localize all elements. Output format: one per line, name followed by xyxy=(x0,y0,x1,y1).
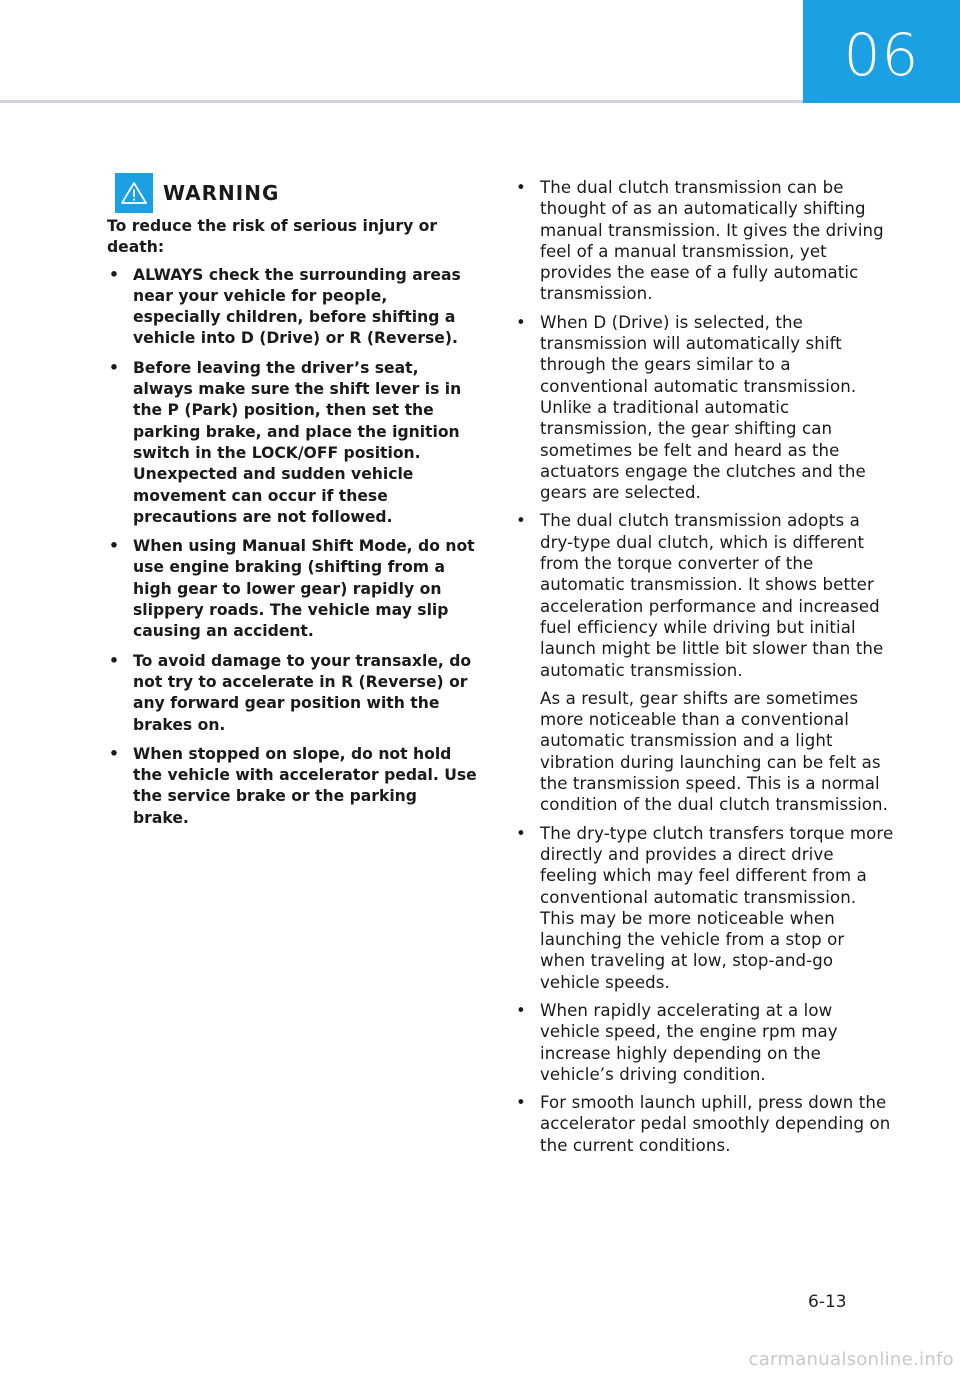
warning-intro: To reduce the risk of serious injury or death: xyxy=(107,217,438,257)
warning-box xyxy=(107,170,477,837)
warning-title: WARNING xyxy=(163,181,280,205)
note-text: The dry-type clutch transfers torque more directly and provides a direct drive feeling which may feel different from a conventional automatic transmission. This may be more noticeable when launching the vehicle from a stop or when traveling at low, stop-and-go vehicle speeds. xyxy=(540,823,894,992)
note-followup: As a result, gear shifts are sometimes more noticeable than a conventional automatic transmission and a light vibration during launching can be felt as the transmission speed. This is a normal condition of the dual clutch transmission. xyxy=(540,688,889,815)
chapter-number: 06 xyxy=(843,20,920,89)
warning-triangle-icon xyxy=(115,173,153,213)
warning-item: • Before leaving the driver’s seat, always make sure the shift lever is in the P (Park) position, then set the parking brake, and place the ignition switch in the LOCK/OFF position. Unexpected and sudden vehicle movement can occur if these precautions are not followed. xyxy=(107,358,477,528)
warning-item: • When using Manual Shift Mode, do not use engine braking (shifting from a high gear to lower gear) rapidly on slippery roads. The vehicle may slip causing an accident. xyxy=(107,536,477,642)
warning-header xyxy=(115,170,477,216)
note-item xyxy=(514,1092,894,1156)
chapter-tab xyxy=(803,0,960,103)
note-item xyxy=(514,312,894,504)
note-item xyxy=(514,510,894,815)
warning-item: • To avoid damage to your transaxle, do not try to accelerate in R (Reverse) or any forward gear position with the brakes on. xyxy=(107,651,477,736)
note-text: The dual clutch transmission adopts a dry-type dual clutch, which is different from the torque converter of the automatic transmission. It shows better acceleration performance and increased fuel efficiency while driving but initial launch might be little bit slower than the automatic transmission. xyxy=(540,511,884,680)
note-item xyxy=(514,823,894,993)
note-text: When rapidly accelerating at a low vehicle speed, the engine rpm may increase highly depending on the vehicle’s driving condition. xyxy=(540,1000,838,1084)
note-item xyxy=(514,177,894,305)
note-text: The dual clutch transmission can be thought of as an automatically shifting manual transmission. It gives the driving feel of a manual transmission, yet provides the ease of a fully automatic transmission. xyxy=(540,178,884,304)
watermark[interactable]: carmanualsonline.info xyxy=(748,1349,954,1370)
header-rule xyxy=(0,100,803,103)
note-text: For smooth launch uphill, press down the accelerator pedal smoothly depending on the current conditions. xyxy=(540,1093,891,1155)
warning-item: • When stopped on slope, do not hold the vehicle with accelerator pedal. Use the service brake or the parking brake. xyxy=(107,744,477,829)
warning-item: • ALWAYS check the surrounding areas near your vehicle for people, especially children, before shifting a vehicle into D (Drive) or R (Reverse). xyxy=(107,265,477,350)
note-text: When D (Drive) is selected, the transmission will automatically shift through the gears similar to a conventional automatic transmission. Unlike a traditional automatic transmission, the gear shifting can sometimes be felt and heard as the actuators engage the clutches and the gears are selected. xyxy=(540,312,866,503)
notes-column xyxy=(514,177,894,1163)
notes-list xyxy=(514,177,894,1156)
warning-list xyxy=(107,265,477,829)
page-number: 6-13 xyxy=(808,1292,847,1312)
note-item xyxy=(514,1000,894,1085)
